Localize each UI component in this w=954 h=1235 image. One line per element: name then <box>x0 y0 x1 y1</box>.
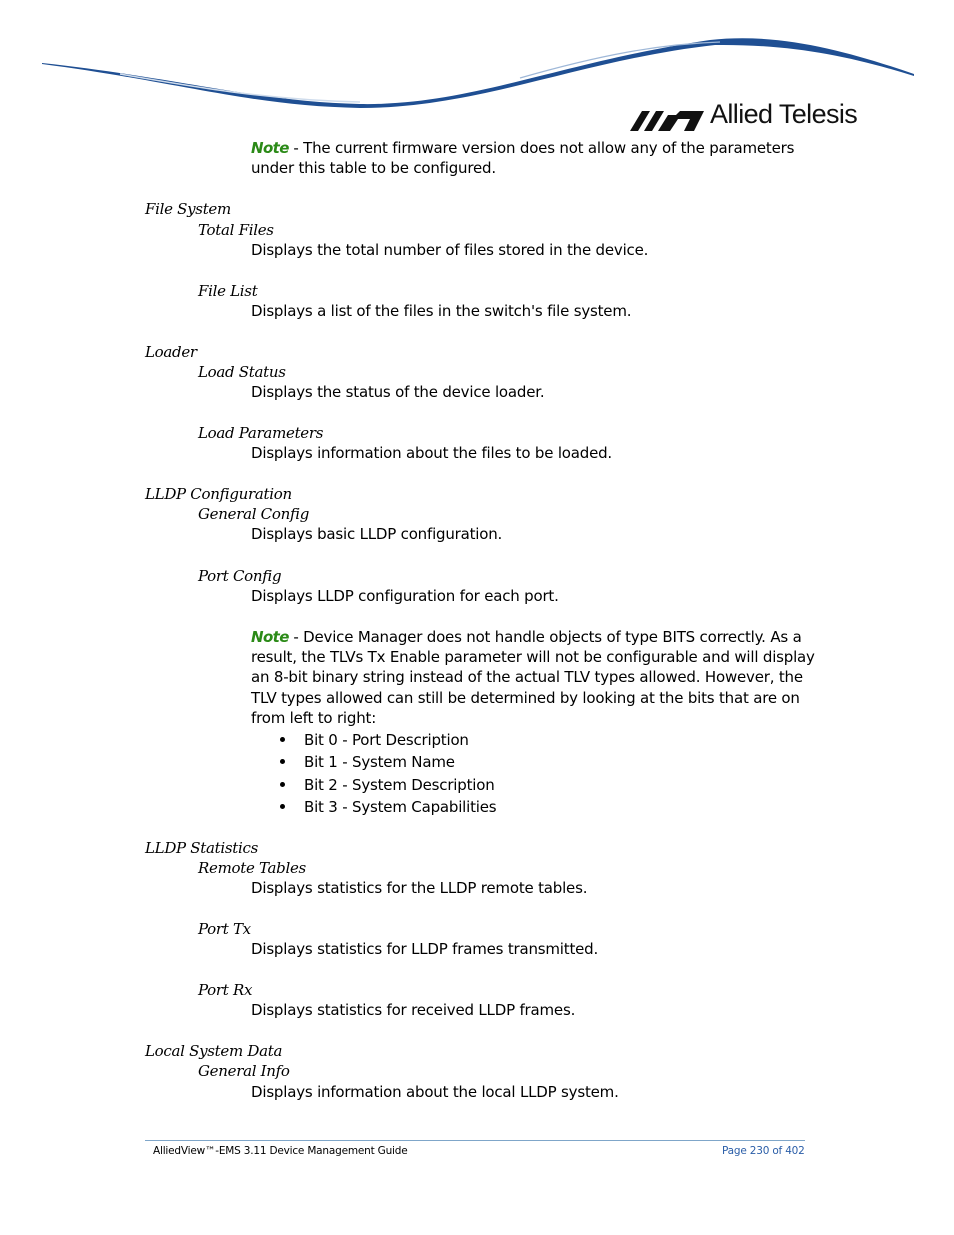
subsection-title-port-tx: Port Tx <box>198 920 251 938</box>
footer-guide-title: AlliedView™-EMS 3.11 Device Management Guide <box>153 1145 408 1157</box>
note-2-line-3: an 8-bit binary string instead of the actual TLV types allowed. However, the <box>251 668 803 686</box>
general-config-description: Displays basic LLDP configuration. <box>251 525 503 543</box>
subsection-title-general-config: General Config <box>198 505 309 523</box>
general-info-description: Displays information about the local LLDP system. <box>251 1083 619 1101</box>
note-label: Note <box>251 139 289 157</box>
subsection-title-general-info: General Info <box>198 1062 290 1080</box>
note-2-line-1: Note - Device Manager does not handle objects of type BITS correctly. As a <box>251 628 802 646</box>
section-title-file-system: File System <box>145 200 231 218</box>
logo-wordmark: Allied Telesis <box>710 99 858 129</box>
port-config-description: Displays LLDP configuration for each port. <box>251 587 559 605</box>
port-rx-description: Displays statistics for received LLDP frames. <box>251 1001 576 1019</box>
load-status-description: Displays the status of the device loader. <box>251 383 545 401</box>
note-1-line-2: under this table to be configured. <box>251 159 496 177</box>
note-label: Note <box>251 628 289 646</box>
subsection-title-remote-tables: Remote Tables <box>198 859 306 877</box>
file-list-description: Displays a list of the files in the switch's file system. <box>251 302 632 320</box>
section-title-loader: Loader <box>145 343 197 361</box>
section-title-lldp-statistics: LLDP Statistics <box>145 839 259 857</box>
note-2-line-5: from left to right: <box>251 709 377 727</box>
subsection-title-load-status: Load Status <box>198 363 286 381</box>
footer-page-number: Page 230 of 402 <box>722 1145 805 1157</box>
list-item: Bit 1 - System Name <box>304 753 455 771</box>
section-title-lldp-configuration: LLDP Configuration <box>145 485 292 503</box>
remote-tables-description: Displays statistics for the LLDP remote tables. <box>251 879 588 897</box>
footer-divider <box>145 1140 805 1141</box>
allied-telesis-logo-icon <box>628 104 706 138</box>
subsection-title-file-list: File List <box>198 282 258 300</box>
total-files-description: Displays the total number of files stored in the device. <box>251 241 649 259</box>
subsection-title-port-rx: Port Rx <box>198 981 253 999</box>
list-item: Bit 0 - Port Description <box>304 731 469 749</box>
section-title-local-system-data: Local System Data <box>145 1042 283 1060</box>
note-2-line-4: TLV types allowed can still be determined by looking at the bits that are on <box>251 689 800 707</box>
port-tx-description: Displays statistics for LLDP frames transmitted. <box>251 940 599 958</box>
list-item: Bit 2 - System Description <box>304 776 495 794</box>
bullet-icon <box>280 759 285 764</box>
bullet-icon <box>280 782 285 787</box>
subsection-title-load-parameters: Load Parameters <box>198 424 324 442</box>
note-2-line-2: result, the TLVs Tx Enable parameter will not be configurable and will display <box>251 648 815 666</box>
subsection-title-total-files: Total Files <box>198 221 274 239</box>
subsection-title-port-config: Port Config <box>198 567 282 585</box>
note-1-line-1: Note - The current firmware version does not allow any of the parameters <box>251 139 795 157</box>
list-item: Bit 3 - System Capabilities <box>304 798 497 816</box>
bullet-icon <box>280 737 285 742</box>
bullet-icon <box>280 804 285 809</box>
load-parameters-description: Displays information about the files to be loaded. <box>251 444 612 462</box>
